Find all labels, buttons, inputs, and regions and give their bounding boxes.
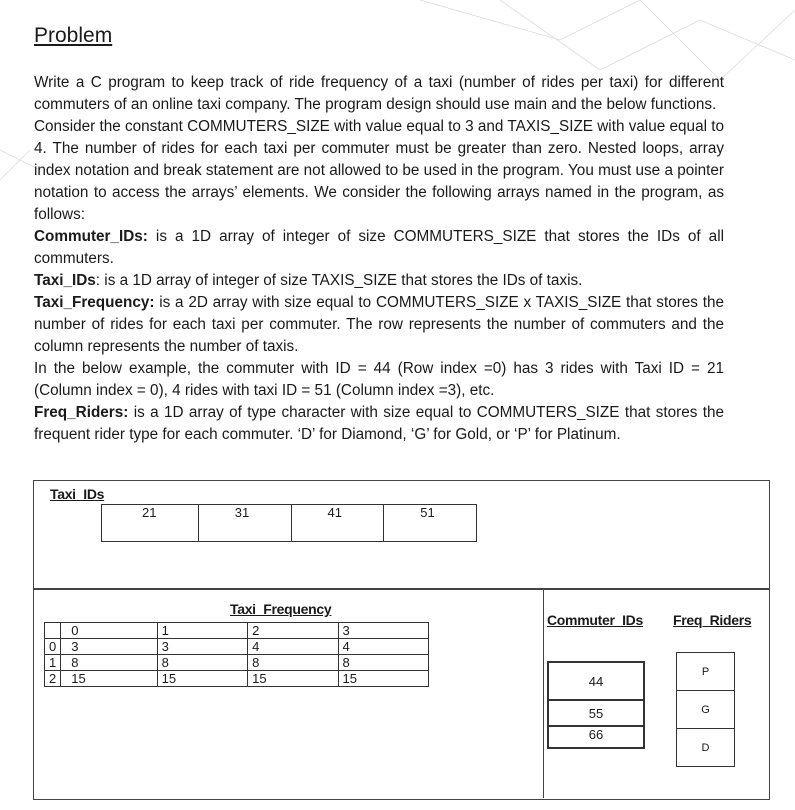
taxi-id-cell: 21: [102, 505, 199, 542]
taxi-ids-label: Taxi_IDs: [50, 486, 105, 502]
frequency-cell: 8: [61, 655, 157, 671]
frequency-cell: 4: [248, 639, 338, 655]
taxi-frequency-figure: [33, 588, 770, 800]
row-index: 2: [45, 671, 61, 687]
frequency-cell: 8: [157, 655, 247, 671]
taxi-frequency-matrix: [44, 622, 429, 687]
row-index: 1: [45, 655, 61, 671]
paragraph-constraints: Consider the constant COMMUTERS_SIZE with value equal to 3 and TAXIS_SIZE with value equal to 4. The number of rides for each taxi per commuter must be greater than zero. Nested loops, array index notation and break statement are not allowed to be used in the program. You must use a pointer notation to access the arrays’ elements. We consider the following arrays named in the program, as follows:: [34, 118, 724, 223]
commuter-ids-array: [547, 661, 645, 749]
frequency-cell: 15: [157, 671, 247, 687]
paragraph-freq-riders: Freq_Riders: is a 1D array of type character with size equal to COMMUTERS_SIZE that stores the frequent rider type for each commuter. ‘D’ for Diamond, ‘G’ for Gold, or ‘P’ for Platinum.: [34, 404, 724, 443]
commuter-id-cell: 55: [548, 700, 644, 726]
commuter-id-cell: 66: [548, 726, 644, 748]
paragraph-taxi-ids: Taxi_IDs: is a 1D array of integer of size TAXIS_SIZE that stores the IDs of taxis.: [34, 272, 583, 289]
frequency-cell: 15: [61, 671, 157, 687]
problem-description: [34, 72, 724, 446]
taxi-id-cell: 31: [198, 505, 291, 542]
column-index: 1: [157, 623, 247, 639]
taxi-frequency-label: Taxi_Frequency: [230, 601, 332, 617]
paragraph-example: In the below example, the commuter with ID = 44 (Row index =0) has 3 rides with Taxi ID = 21 (Column index = 0), 4 rides with taxi ID = 51 (Column index =3), etc.: [34, 360, 724, 399]
commuter-ids-label: Commuter_IDs: [547, 612, 643, 628]
freq-riders-array: [676, 652, 735, 767]
frequency-cell: 3: [157, 639, 247, 655]
freq-rider-cell: P: [677, 653, 735, 691]
frequency-cell: 8: [338, 655, 428, 671]
taxi-id-cell: 51: [384, 505, 477, 542]
freq-riders-label: Freq_Riders: [673, 612, 752, 628]
paragraph-commuter-ids: Commuter_IDs: is a 1D array of integer of size COMMUTERS_SIZE that stores the IDs of all commuters.: [34, 228, 724, 267]
frequency-cell: 4: [338, 639, 428, 655]
commuter-id-cell: 44: [548, 662, 644, 700]
paragraph-taxi-frequency: Taxi_Frequency: is a 2D array with size equal to COMMUTERS_SIZE x TAXIS_SIZE that stores the number of rides for each taxi per commuter. The row represents the number of commuters and the column represents the number of taxis.: [34, 294, 724, 355]
corner-cell: [45, 623, 61, 639]
taxi-id-cell: 41: [291, 505, 384, 542]
column-index: 2: [248, 623, 338, 639]
frequency-cell: 15: [338, 671, 428, 687]
freq-rider-cell: D: [677, 729, 735, 767]
frequency-cell: 15: [248, 671, 338, 687]
freq-rider-cell: G: [677, 691, 735, 729]
column-index: 0: [61, 623, 157, 639]
problem-heading: Problem: [34, 24, 113, 47]
column-index: 3: [338, 623, 428, 639]
row-index: 0: [45, 639, 61, 655]
side-arrays-divider: [543, 588, 544, 798]
frequency-cell: 8: [248, 655, 338, 671]
frequency-cell: 3: [61, 639, 157, 655]
paragraph-intro: Write a C program to keep track of ride frequency of a taxi (number of rides per taxi) for different commuters of an online taxi company. The program design should use main and the below functions.: [34, 74, 724, 113]
taxi-ids-array: [101, 504, 477, 542]
